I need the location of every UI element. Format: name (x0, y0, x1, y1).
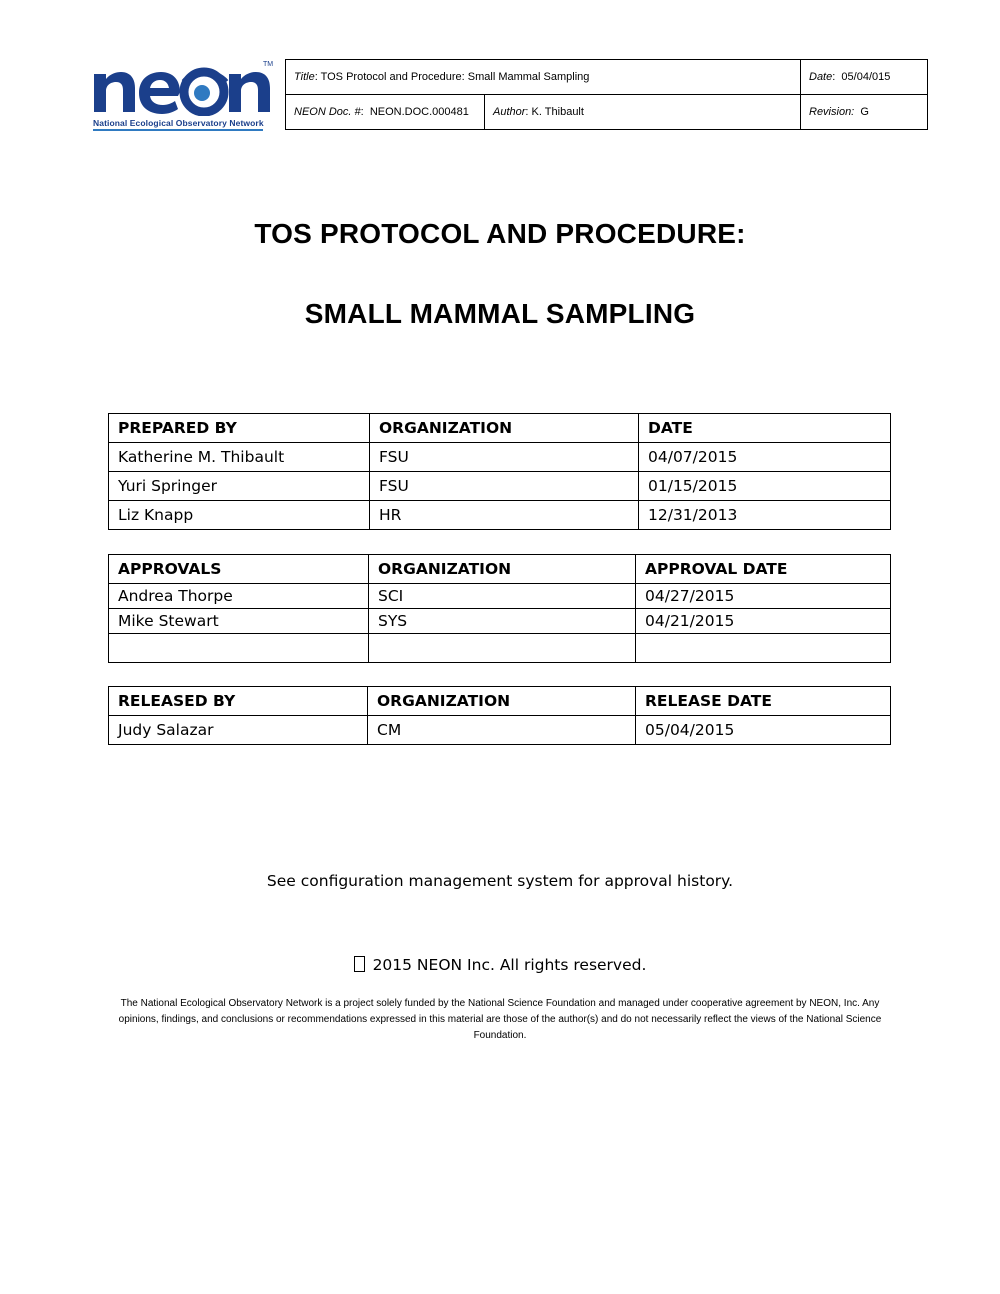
copyright-text: 2015 NEON Inc. All rights reserved. (372, 956, 647, 974)
name-cell: Yuri Springer (109, 472, 370, 501)
date-cell: 04/27/2015 (636, 584, 891, 609)
name-cell: Liz Knapp (109, 501, 370, 530)
logo-subtitle: National Ecological Observatory Network (93, 118, 264, 128)
document-title-line1: TOS PROTOCOL AND PROCEDURE: (254, 218, 746, 249)
neon-logo (90, 60, 275, 132)
organization-cell: SYS (369, 609, 636, 634)
doc-label: NEON Doc. # (294, 106, 361, 118)
organization-cell: SCI (369, 584, 636, 609)
organization-cell: FSU (370, 472, 639, 501)
author-value: K. Thibault (531, 106, 584, 118)
neon-wordmark-graphic (90, 60, 275, 116)
header-title-cell: Title: TOS Protocol and Procedure: Small Mammal Sampling (286, 60, 801, 95)
trademark-symbol: TM (263, 61, 274, 68)
table-row-empty (109, 634, 891, 663)
title-label: Title (294, 71, 315, 83)
header-date-cell: Date: 05/04/015 (801, 60, 928, 95)
header-cell: ORGANIZATION (369, 555, 636, 584)
header-cell: ORGANIZATION (368, 687, 636, 716)
funding-disclaimer: The National Ecological Observatory Network is a project solely funded by the National Science Foundation and managed under cooperative agreement by NEON, Inc. Any opinions, findings, and conclusions or recommendations expressed in this material are those of the author(s) and do not necessarily reflect the views of the National Science Foundation. (118, 998, 882, 1041)
name-cell: Andrea Thorpe (109, 584, 369, 609)
name-cell: Judy Salazar (109, 716, 368, 745)
table-row (109, 609, 891, 634)
organization-cell: CM (368, 716, 636, 745)
approvals-table (108, 554, 891, 663)
table-header-row (109, 687, 891, 716)
author-label: Author (493, 106, 526, 118)
title-value: TOS Protocol and Procedure: Small Mammal Sampling (320, 71, 590, 83)
doc-value: NEON.DOC.000481 (369, 106, 469, 118)
header-cell: APPROVAL DATE (636, 555, 891, 584)
header-cell: RELEASED BY (109, 687, 368, 716)
name-cell: Mike Stewart (109, 609, 369, 634)
revision-label: Revision: (809, 106, 855, 118)
name-cell: Katherine M. Thibault (109, 443, 370, 472)
config-management-note: See configuration management system for approval history. (266, 872, 734, 890)
header-cell: PREPARED BY (109, 414, 370, 443)
header-author-cell: Author: K. Thibault (485, 95, 801, 130)
empty-cell (636, 634, 891, 663)
date-value: 05/04/015 (841, 71, 891, 83)
table-header-row (109, 414, 891, 443)
date-cell: 04/21/2015 (636, 609, 891, 634)
table-header-row (109, 555, 891, 584)
copyright-line (0, 956, 1000, 974)
table-row (109, 584, 891, 609)
table-row (109, 443, 891, 472)
missing-glyph-icon (354, 956, 365, 972)
revision-value: G (860, 106, 869, 118)
header-revision-cell (801, 95, 928, 130)
header-cell: DATE (639, 414, 891, 443)
date-label: Date (809, 71, 833, 83)
logo-underline (93, 129, 263, 131)
empty-cell (369, 634, 636, 663)
date-cell: 04/07/2015 (639, 443, 891, 472)
table-row (109, 716, 891, 745)
header-cell: RELEASE DATE (636, 687, 891, 716)
organization-cell: HR (370, 501, 639, 530)
header-doc-cell: NEON Doc. #: NEON.DOC.000481 (286, 95, 485, 130)
table-row (109, 472, 891, 501)
header-cell: ORGANIZATION (370, 414, 639, 443)
document-title-line2: SMALL MAMMAL SAMPLING (304, 298, 696, 329)
table-row (109, 501, 891, 530)
date-cell: 01/15/2015 (639, 472, 891, 501)
header-cell: APPROVALS (109, 555, 369, 584)
released-by-table (108, 686, 891, 745)
header-info-table (285, 59, 928, 130)
organization-cell: FSU (370, 443, 639, 472)
date-cell: 05/04/2015 (636, 716, 891, 745)
prepared-by-table (108, 413, 891, 530)
empty-cell (109, 634, 369, 663)
date-cell: 12/31/2013 (639, 501, 891, 530)
